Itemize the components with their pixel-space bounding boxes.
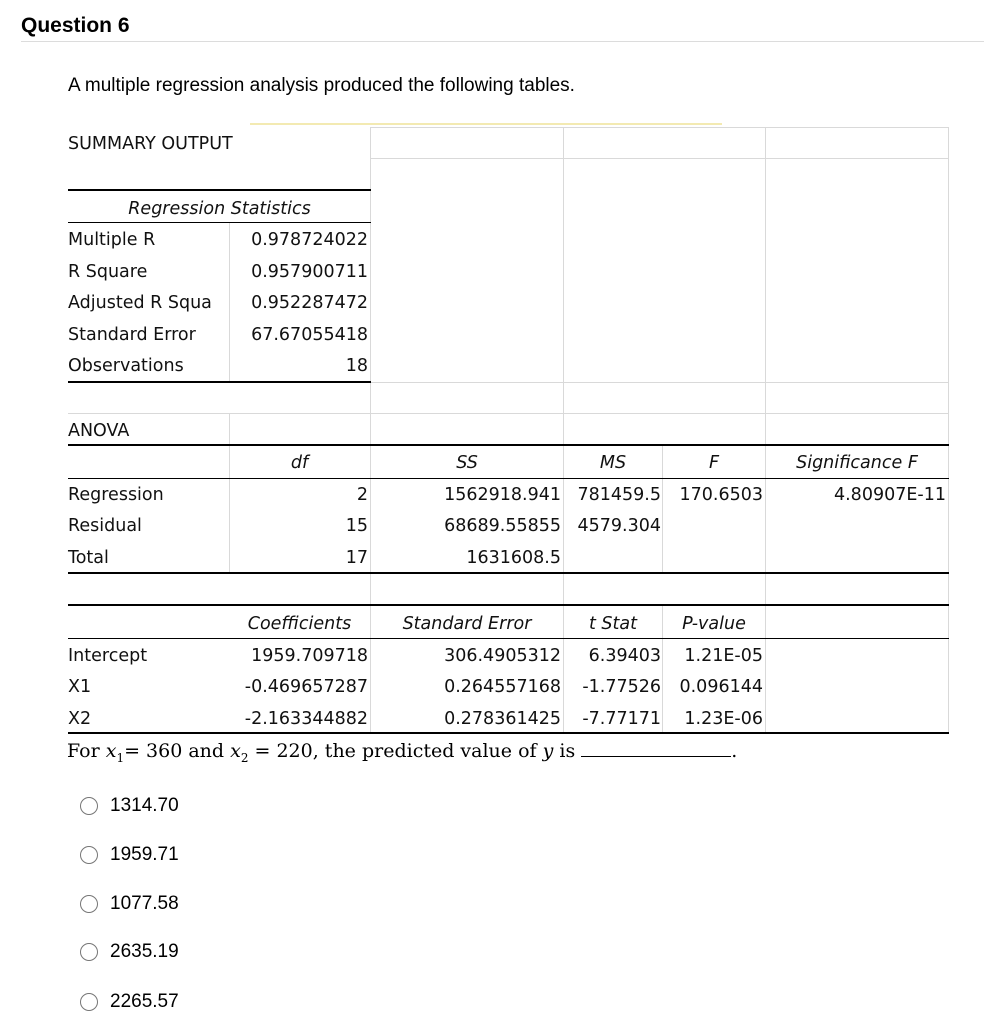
coef-value: 1959.709718 bbox=[251, 646, 368, 666]
coef-value: -0.469657287 bbox=[244, 677, 368, 697]
stat-value: 0.957900711 bbox=[251, 262, 368, 282]
coef-col-header: P-value bbox=[682, 614, 746, 634]
stat-label: Standard Error bbox=[68, 325, 196, 345]
anova-f: 170.6503 bbox=[679, 485, 763, 505]
stat-value: 67.67055418 bbox=[251, 325, 368, 345]
summary-header: SUMMARY OUTPUT bbox=[68, 134, 233, 154]
coef-t: -1.77526 bbox=[582, 677, 661, 697]
radio-button[interactable] bbox=[80, 846, 98, 864]
anova-ss: 1562918.941 bbox=[444, 485, 561, 505]
answer-option[interactable] bbox=[80, 842, 179, 868]
anova-col-header: F bbox=[708, 453, 720, 473]
option-label[interactable]: 2635.19 bbox=[110, 941, 179, 962]
coef-row-label: X1 bbox=[68, 677, 92, 697]
stat-label: Adjusted R Squa bbox=[68, 293, 212, 313]
question-title: Question 6 bbox=[21, 14, 130, 37]
anova-ms: 4579.304 bbox=[577, 516, 661, 536]
option-label[interactable]: 1077.58 bbox=[110, 893, 179, 914]
answer-blank bbox=[581, 739, 731, 757]
radio-button[interactable] bbox=[80, 797, 98, 815]
anova-heading: ANOVA bbox=[68, 421, 130, 441]
anova-col-header: MS bbox=[599, 453, 627, 473]
anova-ms: 781459.5 bbox=[577, 485, 661, 505]
anova-col-header: Significance F bbox=[796, 453, 918, 473]
option-label[interactable]: 1959.71 bbox=[110, 844, 179, 865]
anova-ss: 1631608.5 bbox=[466, 548, 561, 568]
radio-button[interactable] bbox=[80, 895, 98, 913]
answer-option[interactable] bbox=[80, 891, 179, 917]
option-label[interactable]: 1314.70 bbox=[110, 795, 179, 816]
answer-option[interactable] bbox=[80, 939, 179, 965]
radio-button[interactable] bbox=[80, 993, 98, 1011]
coef-p: 1.21E-05 bbox=[684, 646, 763, 666]
stat-value: 0.952287472 bbox=[251, 293, 368, 313]
anova-row-label: Residual bbox=[68, 516, 142, 536]
coef-t: -7.77171 bbox=[582, 709, 661, 729]
coef-col-header: Standard Error bbox=[402, 614, 532, 634]
option-label[interactable]: 2265.57 bbox=[110, 991, 179, 1012]
question-stem: For $x_1= 360$ and $x_2 = 220$, the predicted value of y is . bbox=[67, 740, 738, 765]
coef-se: 0.264557168 bbox=[444, 677, 561, 697]
anova-row-label: Total bbox=[68, 548, 109, 568]
coef-p: 1.23E-06 bbox=[684, 709, 763, 729]
coef-t: 6.39403 bbox=[588, 646, 661, 666]
coef-se: 306.4905312 bbox=[444, 646, 561, 666]
coef-p: 0.096144 bbox=[679, 677, 763, 697]
question-prompt: A multiple regression analysis produced the following tables. bbox=[68, 75, 575, 96]
coef-row-label: X2 bbox=[68, 709, 92, 729]
anova-row-label: Regression bbox=[68, 485, 164, 505]
anova-df: 15 bbox=[345, 516, 368, 536]
anova-col-header: df bbox=[290, 453, 309, 473]
regression-statistics-heading: Regression Statistics bbox=[128, 199, 311, 219]
anova-col-header: SS bbox=[456, 453, 478, 473]
anova-df: 2 bbox=[356, 485, 368, 505]
stat-value: 18 bbox=[345, 356, 368, 376]
answer-option[interactable] bbox=[80, 989, 179, 1015]
coef-row-label: Intercept bbox=[68, 646, 148, 666]
radio-button[interactable] bbox=[80, 943, 98, 961]
coef-value: -2.163344882 bbox=[244, 709, 368, 729]
anova-significance: 4.80907E-11 bbox=[833, 485, 946, 505]
answer-option[interactable] bbox=[80, 793, 179, 819]
stat-label: R Square bbox=[68, 262, 148, 282]
anova-df: 17 bbox=[345, 548, 368, 568]
anova-ss: 68689.55855 bbox=[444, 516, 561, 536]
coef-se: 0.278361425 bbox=[444, 709, 561, 729]
coef-col-header: t Stat bbox=[589, 614, 637, 634]
stat-value: 0.978724022 bbox=[251, 230, 368, 250]
stat-label: Observations bbox=[68, 356, 184, 376]
highlight-line bbox=[250, 123, 722, 125]
coef-col-header: Coefficients bbox=[247, 614, 352, 634]
stat-label: Multiple R bbox=[68, 230, 156, 250]
